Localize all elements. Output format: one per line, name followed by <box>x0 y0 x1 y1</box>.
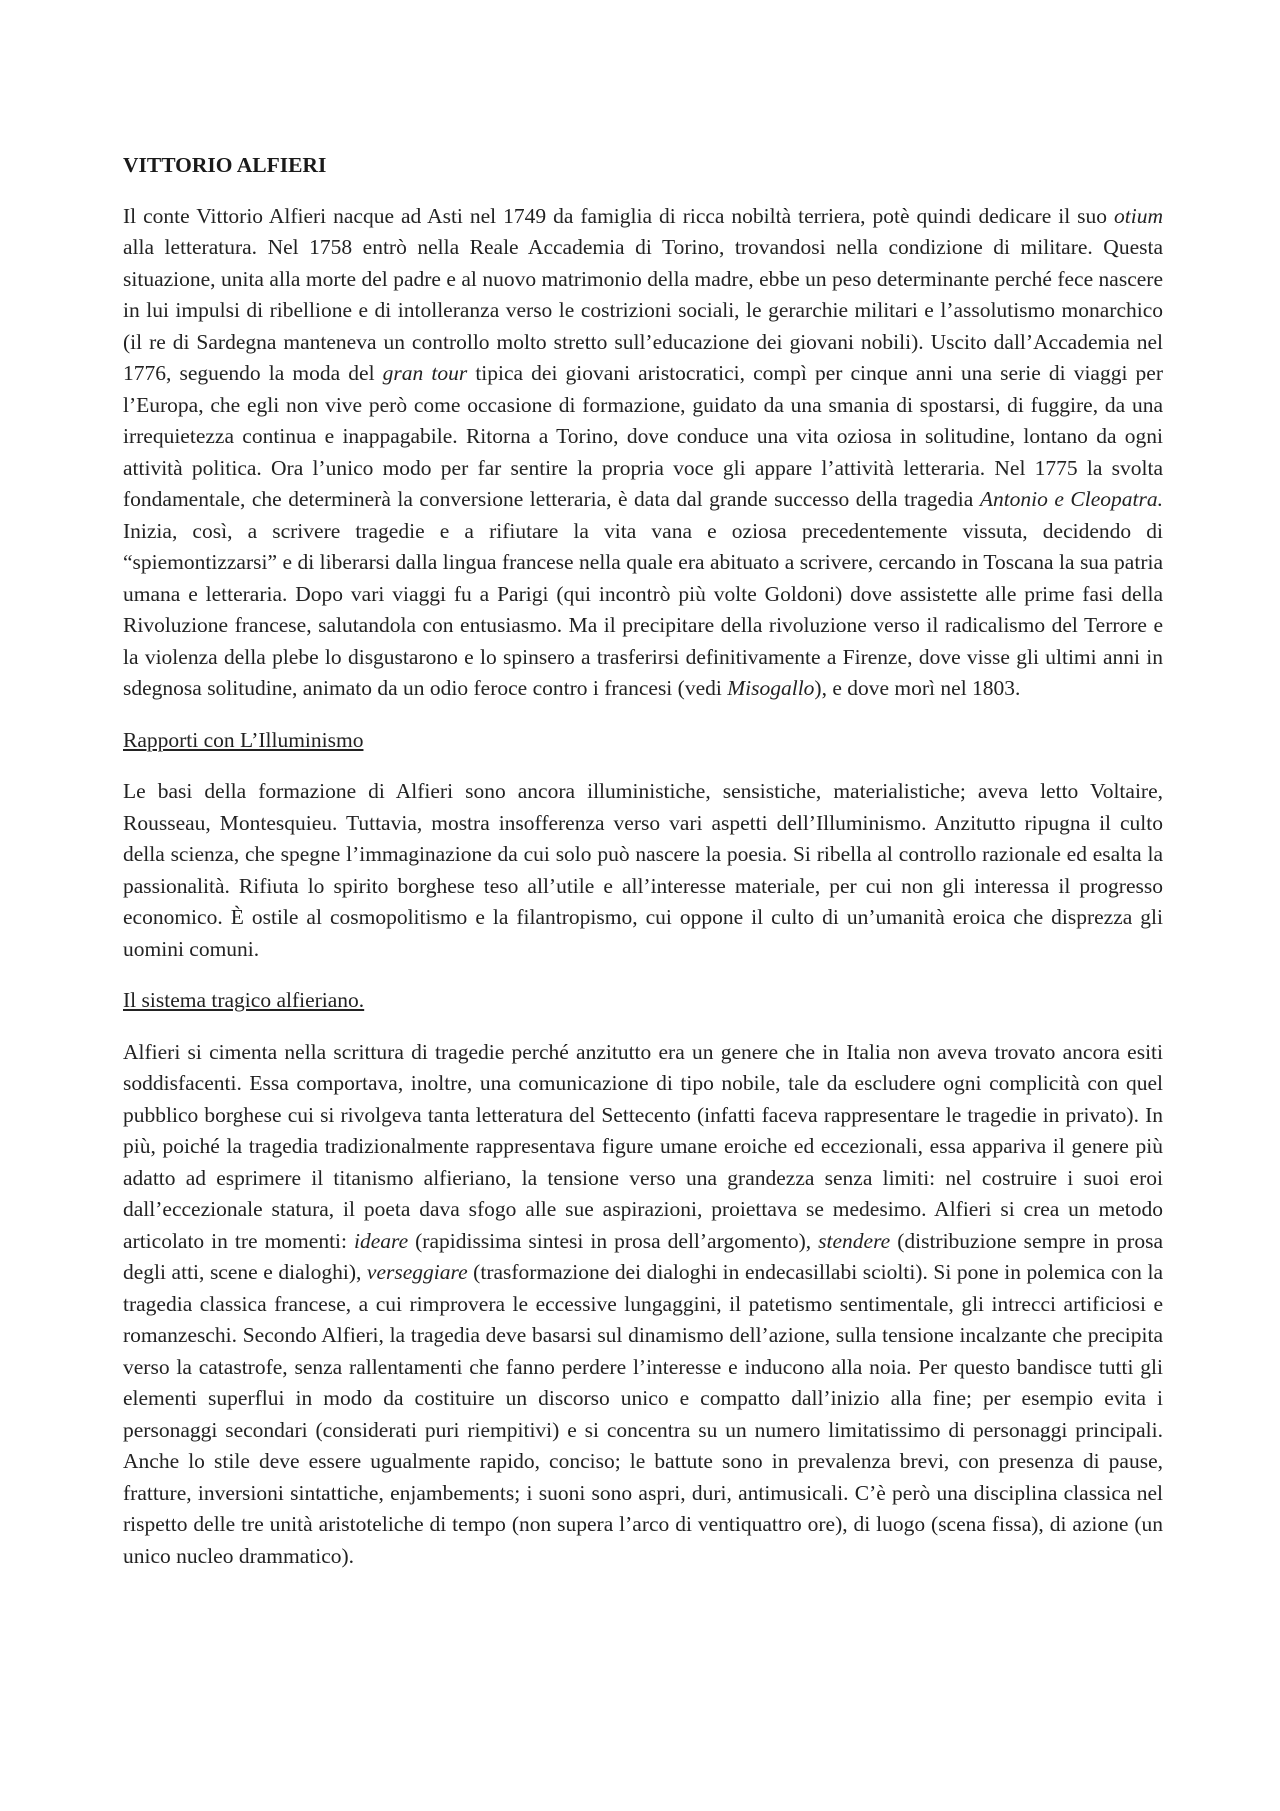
text-run: Il conte Vittorio Alfieri nacque ad Asti nel 1749 da famiglia di ricca nobiltà terriera, potè quindi dedicare il suo <box>123 203 1115 228</box>
section-heading-illuminismo: Rapporti con L’Illuminismo <box>123 727 364 752</box>
text-run: (distribuzione sempre in prosa degli atti, scene e dialoghi), <box>123 1228 1163 1284</box>
text-run: alla letteratura. Nel 1758 entrò nella Reale Accademia di Torino, trovandosi nella condizione di militare. Questa situazione, unita alla morte del padre e al nuovo matrimonio della madre, ebbe un peso determinante perché fece nascere in lui impulsi di ribellione e di intolleranza verso le costrizioni sociali, le gerarchie militari e l’assolutismo monarchico (il re di Sardegna manteneva un controllo molto stretto sull’educazione dei giovani nobili). Uscito dall’Accademia nel 1776, seguendo la moda del <box>123 235 1163 385</box>
italic-text: Antonio e Cleopatra. <box>979 487 1163 511</box>
text-run: ), e dove morì nel 1803. <box>814 676 1021 700</box>
italic-text: stendere <box>818 1228 891 1253</box>
intro-paragraph <box>123 201 1163 705</box>
italic-text: gran tour <box>382 361 468 385</box>
text-run: Inizia, così, a scrivere tragedie e a rifiutare la vita vana e oziosa precedentemente vissuta, decidendo di “spiemontizzarsi” e di liberarsi dalla lingua francese nella quale era abituato a scrivere, cercando in Toscana la sua patria umana e letteraria. Dopo vari viaggi fu a Parigi (qui incontrò più volte Goldoni) dove assistette alle prime fasi della Rivoluzione francese, salutandola con entusiasmo. Ma il precipitare della rivoluzione verso il radicalismo del Terrore e la violenza della plebe lo disgustarono e lo spinsero a trasferirsi definitivamente a Firenze, dove visse gli ultimi anni in sdegnosa solitudine, animato da un odio feroce contro i francesi (vedi <box>123 518 1163 700</box>
section-heading-sistema-tragico: Il sistema tragico alfieriano. <box>123 988 365 1012</box>
italic-text: Misogallo <box>727 676 815 700</box>
text-run: Le basi della formazione di Alfieri sono ancora illuministiche, sensistiche, materialistiche; aveva letto Voltaire, Rousseau, Montesquieu. Tuttavia, mostra insofferenza verso vari aspetti dell’Illuminismo. Anzitutto ripugna il culto della scienza, che spegne l’immaginazione da cui solo può nascere la poesia. Si ribella al controllo razionale ed esalta la passionalità. Rifiuta lo spirito borghese teso all’utile e all’interesse materiale, per cui non gli interessa il progresso economico. È ostile al cosmopolitismo e la filantropismo, cui oppone il culto di un’umanità eroica che disprezza gli uomini comuni. <box>123 779 1163 961</box>
text-run: tipica dei giovani aristocratici, compì per cinque anni una serie di viaggi per l’Europa, che egli non vive però come occasione di formazione, guidato da una smania di spostarsi, di fuggire, da una irrequietezza continua e inappagabile. Ritorna a Torino, dove conduce una vita oziosa in solitudine, lontano da ogni attività politica. Ora l’unico modo per far sentire la propria voce gli appare l’attività letteraria. Nel 1775 la svolta fondamentale, che determinerà la conversione letteraria, è data dal grande successo della tragedia <box>123 361 1163 511</box>
illuminismo-paragraph <box>123 776 1163 965</box>
document-content <box>123 150 1163 1572</box>
italic-text: verseggiare <box>366 1260 468 1284</box>
document-title: VITTORIO ALFIERI <box>123 153 327 177</box>
text-run: (rapidissima sintesi in prosa dell’argomento), <box>408 1228 819 1253</box>
text-run: Alfieri si cimenta nella scrittura di tragedie perché anzitutto era un genere che in Italia non aveva trovato ancora esiti soddisfacenti. Essa comportava, inoltre, una comunicazione di tipo nobile, tale da escludere ogni complicità con quel pubblico borghese cui si rivolgeva tanta letteratura del Settecento (infatti faceva rappresentare le tragedie in privato). In più, poiché la tragedia tradizionalmente rappresentava figure umane eroiche ed eccezionali, essa appariva il genere più adatto ad esprimere il titanismo alfieriano, la tensione verso una grandezza senza limiti: nel costruire i suoi eroi dall’eccezionale statura, il poeta dava sfogo alle sue aspirazioni, proiettava se medesimo. Alfieri si crea un metodo articolato in tre momenti: <box>123 1039 1163 1253</box>
italic-text: otium <box>1114 203 1163 228</box>
sistema-tragico-paragraph <box>123 1037 1163 1573</box>
italic-text: ideare <box>354 1228 409 1253</box>
text-run: (trasformazione dei dialoghi in endecasillabi sciolti). Si pone in polemica con la tragedia classica francese, a cui rimprovera le eccessive lungaggini, il patetismo sentimentale, gli intrecci artificiosi e romanzeschi. Secondo Alfieri, la tragedia deve basarsi sul dinamismo dell’azione, sulla tensione incalzante che precipita verso la catastrofe, senza rallentamenti che fanno perdere l’interesse e inducono alla noia. Per questo bandisce tutti gli elementi superflui in modo da costituire un discorso unico e compatto dall’inizio alla fine; per esempio evita i personaggi secondari (considerati puri riempitivi) e si concentra su un numero limitatissimo di personaggi principali. Anche lo stile deve essere ugualmente rapido, conciso; le battute sono in prevalenza brevi, con presenza di pause, fratture, inversioni sintattiche, enjambements; i suoni sono aspri, duri, antimusicali. C’è però una disciplina classica nel rispetto delle tre unità aristoteliche di tempo (non supera l’arco di ventiquattro ore), di luogo (scena fissa), di azione (un unico nucleo drammatico). <box>123 1260 1163 1568</box>
